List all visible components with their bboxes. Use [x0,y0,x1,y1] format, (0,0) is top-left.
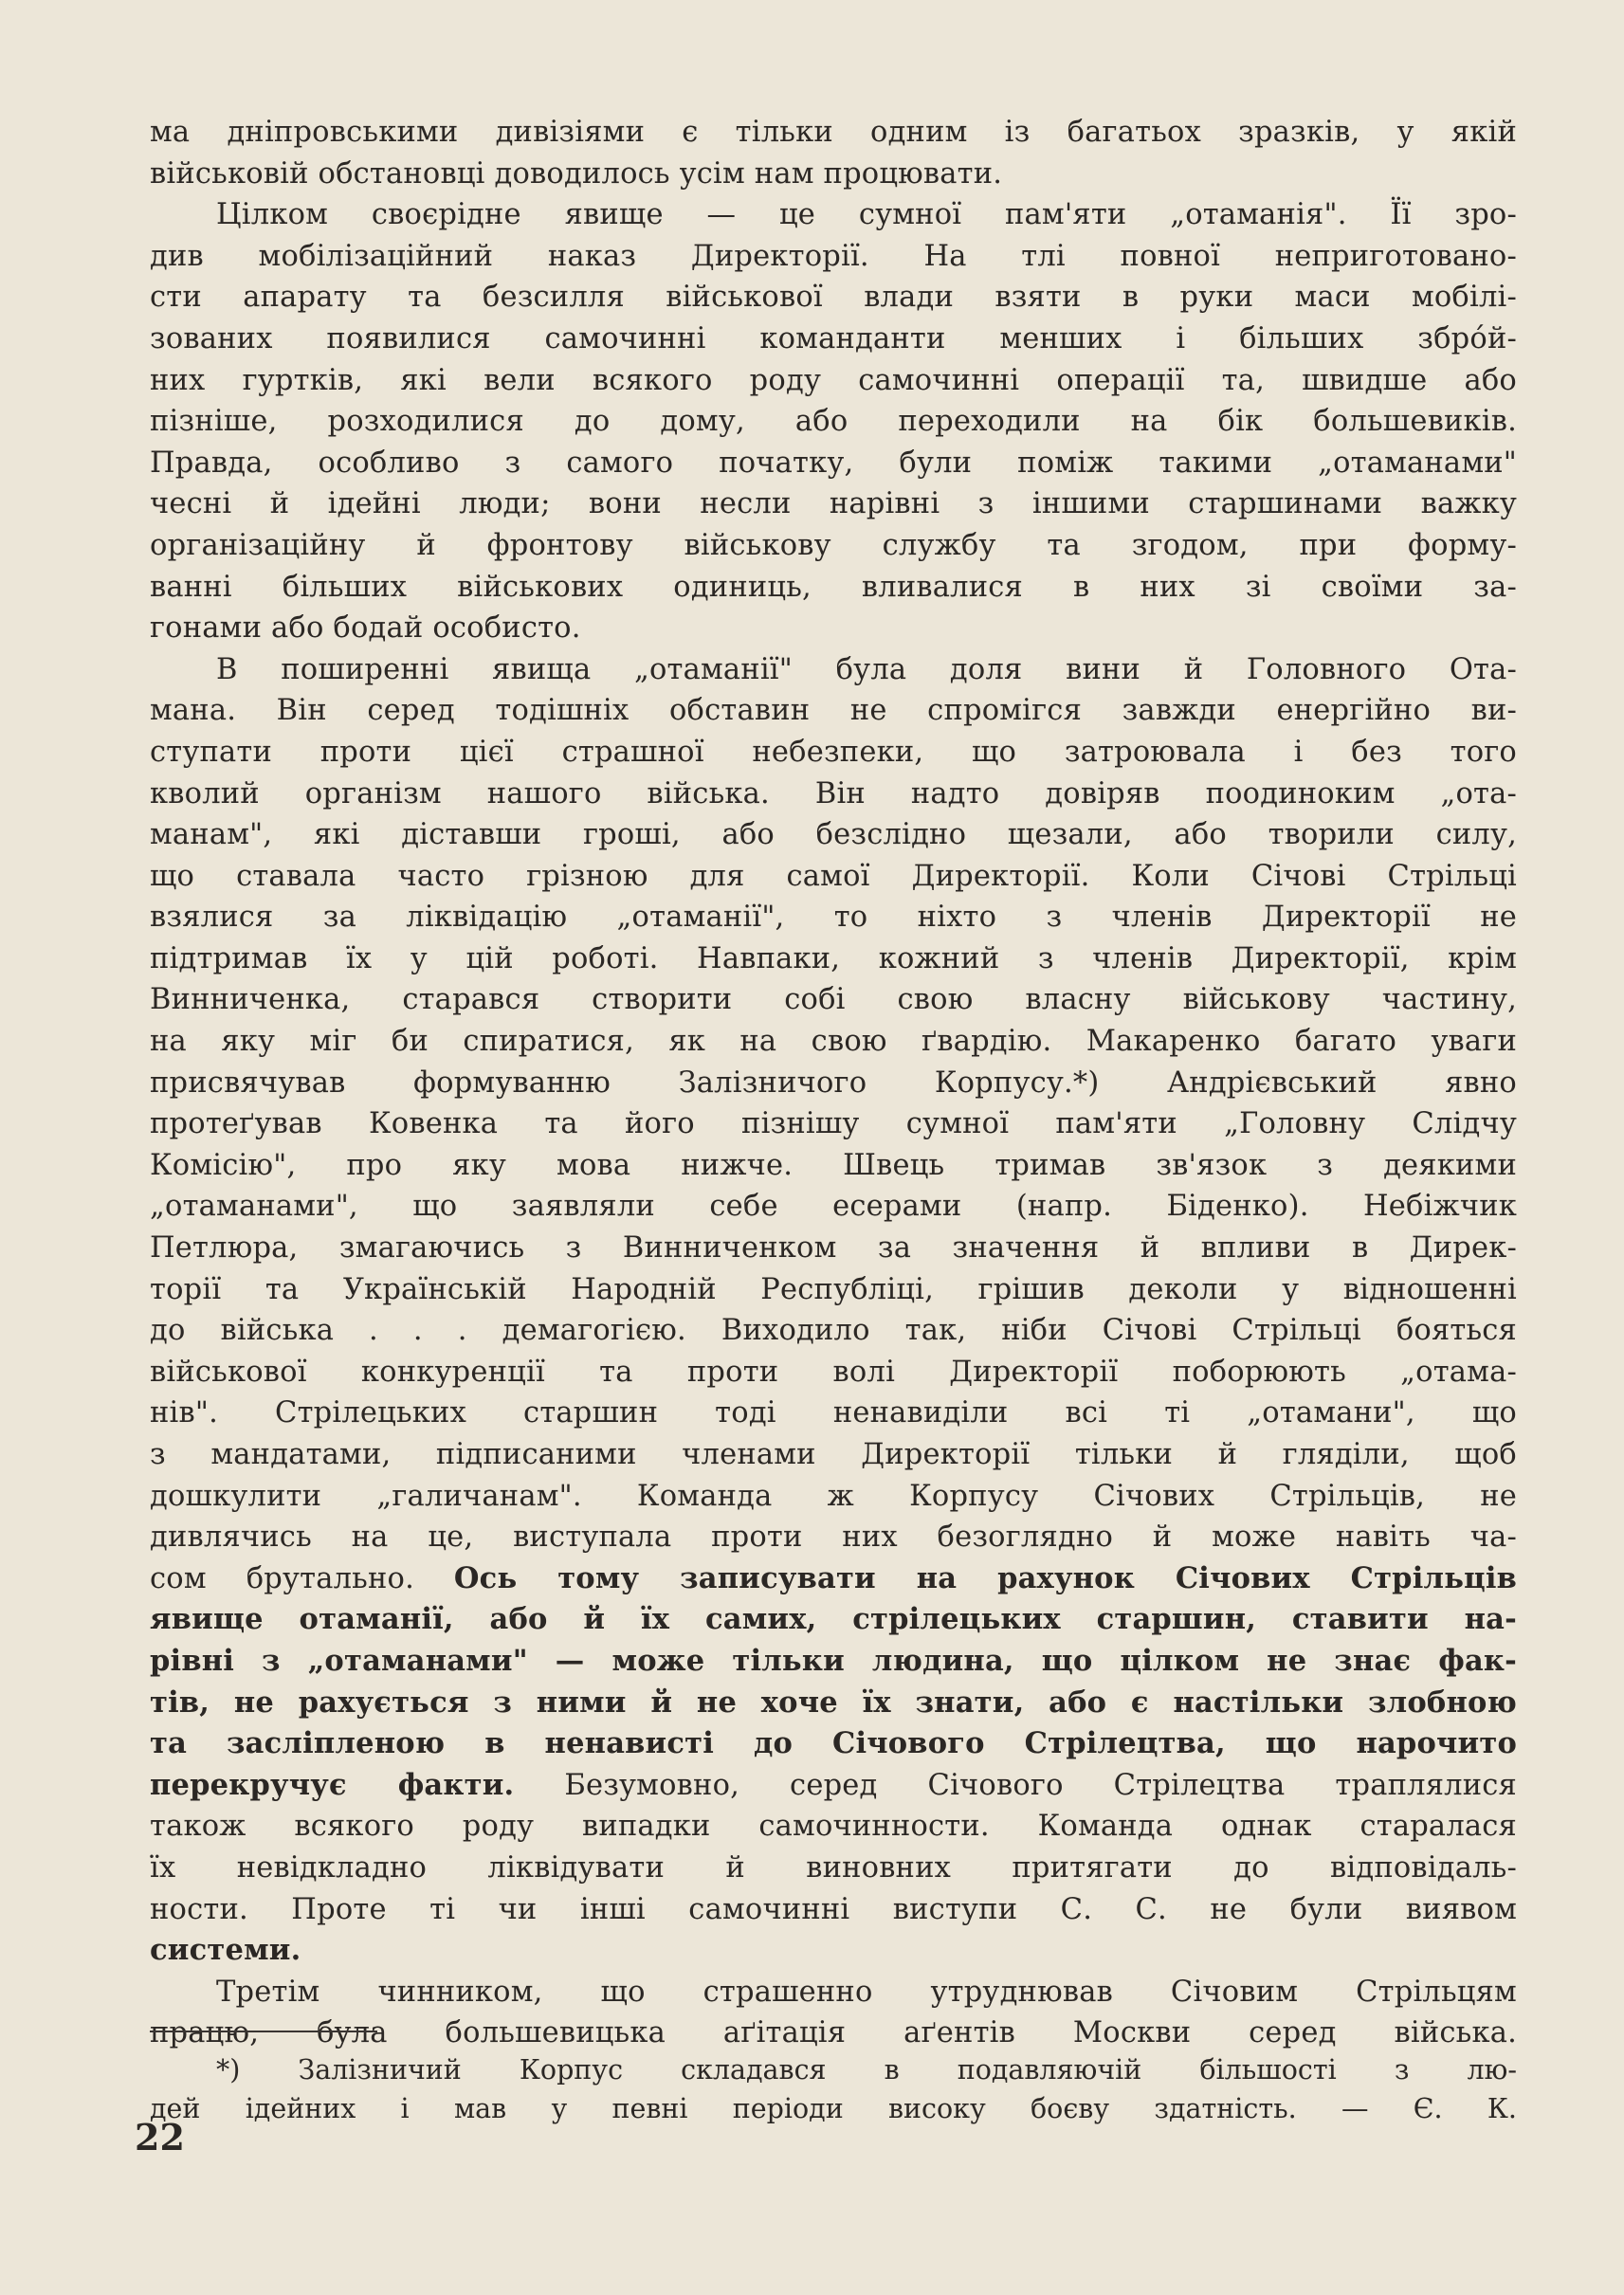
text-line: Правда, особливо з самого початку, були поміж такими „отаманами" [150,446,1517,480]
text-line: сти апарату та безсилля військової влади взяти в руки маси мобілі- [150,281,1517,315]
text-line: взялися за ліквідацію „отаманії", то ніхто з членів Директорії не [150,901,1517,935]
text-line-mixed [150,1765,1517,1807]
bold-text-line: тів, не рахується з ними й не хоче їх знати, або є настільки злобною [150,1685,1517,1720]
text-line: до війська . . . демагогією. Виходило так, ніби Січові Стрільці бояться [150,1314,1517,1348]
text-line: див мобілізаційний наказ Директорії. На тлі повної неприготовано- [150,239,1517,273]
text-line: манам", які діставши гроші, або безслідно щезали, або творили силу, [150,818,1517,852]
text-line: В поширенні явища „отаманії" була доля вини й Головного Ота- [216,652,1517,686]
text-line: Комісію", про яку мова нижче. Швець тримав зв'язок з деякими [150,1148,1517,1182]
text-line: їх невідкладно ліквідувати й виновних притягати до відповідаль- [150,1850,1517,1885]
text-line: також всякого роду випадки самочинности. Команда однак старалася [150,1810,1517,1844]
text-line: з мандатами, підписаними членами Директорії тільки й гляділи, щоб [150,1438,1517,1471]
main-text [150,112,1517,2054]
page-number: 22 [135,2116,185,2158]
text-line: нів". Стрілецьких старшин тоді ненавиділи всі ті „отамани", що [150,1396,1517,1430]
text-line: них гуртків, які вели всякого роду самочинні операції та, швидше або [150,363,1517,397]
text-line: протеґував Ковенка та його пізнішу сумної пам'яти „Головну Слідчу [150,1107,1517,1141]
text-line: ности. Проте ті чи інші самочинні виступи С. С. не були виявом [150,1892,1517,1926]
text-line: Третім чинником, що страшенно утруднював Січовим Стрільцям [216,1975,1517,2009]
text-line: ма дніпровськими дивізіями є тільки одним із багатьох зразків, у якій [150,116,1517,149]
text-line: Петлюра, змагаючись з Винниченком за значення й впливи в Дирек- [150,1231,1517,1266]
text-line: присвячував формуванню Залізничого Корпусу.*) Андрієвський явно [150,1066,1517,1100]
bold-text-line: рівні з „отаманами" — може тільки людина, що цілком не знає фак- [150,1643,1517,1678]
text-line: військової конкуренції та проти волі Директорії поборюють „отама- [150,1355,1517,1389]
bold-text-segment: Ось тому записувати на рахунок Січових Стрільців [453,1560,1517,1595]
text-line: військовій обстановці доводилось усім нам процювати. [150,156,1003,191]
bold-text-line: системи. [150,1933,301,1968]
text-line: організаційну й фронтову військову службу та згодом, при форму- [150,528,1517,562]
bold-text-segment: перекручує факти. [150,1767,515,1802]
text-line: торії та Українській Народній Республіці, грішив деколи у відношенні [150,1272,1517,1306]
footnote-line: дей ідейних і мав у певні періоди високу боєву здатність. — Є. К. [150,2093,1517,2124]
footnote-line: *) Залізничий Корпус складався в подавляючій більшості з лю- [216,2054,1517,2086]
text-segment: Безумовно, серед Січового Стрілецтва траплялися [564,1768,1517,1802]
text-line: „отаманами", що заявляли себе есерами (напр. Біденко). Небіжчик [150,1190,1517,1224]
text-line: ступати проти цієї страшної небезпеки, що затроювала і без того [150,735,1517,769]
text-line: підтримав їх у цій роботі. Навпаки, кожний з членів Директорії, крім [150,941,1517,975]
text-line: що ставала часто грізною для самої Директорії. Коли Січові Стрільці [150,859,1517,893]
footnote-divider [150,2031,377,2032]
text-line: гонами або бодай особисто. [150,611,581,646]
text-line: дивлячись на це, виступала проти них безоглядно й може навіть ча- [150,1521,1517,1555]
bold-text-line: та засліпленою в ненависті до Січового Стрілецтва, що нарочито [150,1726,1517,1761]
text-line: працю, була большевицька аґітація аґентів Москви серед війська. [150,2016,1517,2050]
footnote [150,2050,1517,2128]
text-segment: сом брутально. [150,1561,414,1595]
text-line-mixed [150,1558,1517,1600]
text-line: пізніше, розходилися до дому, або переходили на бік большевиків. [150,405,1517,439]
text-line: кволий організм нашого війська. Він надто довіряв поодиноким „ота- [150,776,1517,811]
text-line: на яку міг би спиратися, як на свою ґвардію. Макаренко багато уваги [150,1025,1517,1059]
text-line: ванні більших військових одиниць, вливалися в них зі своїми за- [150,570,1517,604]
bold-text-line: явище отаманії, або й їх самих, стрілецьких старшин, ставити на- [150,1602,1517,1637]
text-line: дошкулити „галичанам". Команда ж Корпусу Січових Стрільців, не [150,1479,1517,1513]
text-line: Винниченка, старався створити собі свою власну військову частину, [150,983,1517,1017]
text-line: чесні й ідейні люди; вони несли нарівні з іншими старшинами важку [150,487,1517,521]
text-line: Цілком своєрідне явище — це сумної пам'яти „отаманія". Її зро- [216,198,1517,232]
text-line: зованих появилися самочинні команданти менших і більших збрóй- [150,321,1517,355]
text-line: мана. Він серед тодішніх обставин не спромігся завжди енергійно ви- [150,694,1517,728]
